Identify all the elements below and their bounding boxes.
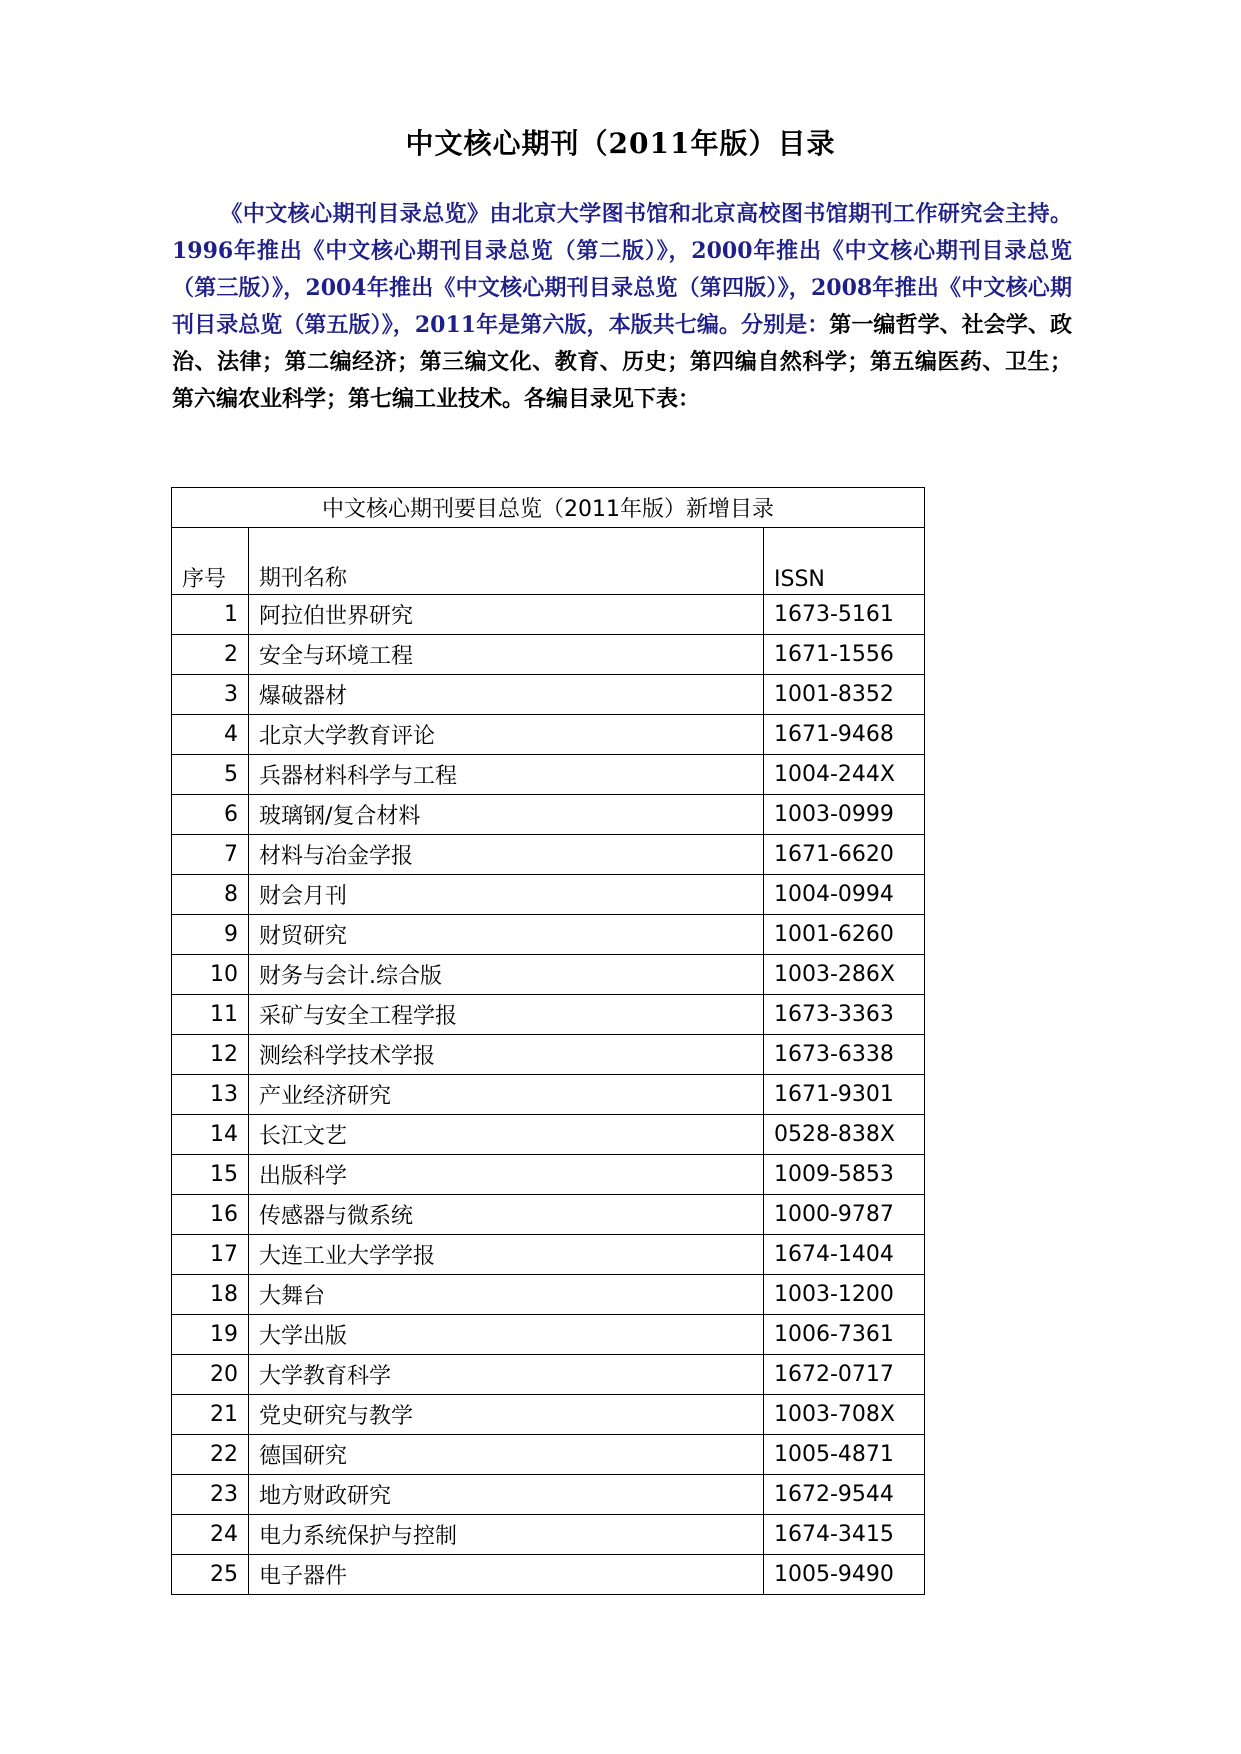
row-no: 6 bbox=[172, 795, 249, 835]
table-row bbox=[172, 755, 925, 795]
row-no: 23 bbox=[172, 1475, 249, 1515]
row-no: 9 bbox=[172, 915, 249, 955]
table-header-row bbox=[172, 528, 925, 595]
row-issn: 1673-3363 bbox=[764, 995, 925, 1035]
intro-paragraph bbox=[172, 196, 1072, 418]
row-name: 大舞台 bbox=[249, 1275, 764, 1315]
row-no: 21 bbox=[172, 1395, 249, 1435]
row-name: 财会月刊 bbox=[249, 875, 764, 915]
row-issn: 1004-244X bbox=[764, 755, 925, 795]
row-name: 兵器材料科学与工程 bbox=[249, 755, 764, 795]
table-row bbox=[172, 635, 925, 675]
row-issn: 1003-1200 bbox=[764, 1275, 925, 1315]
header-no: 序号 bbox=[172, 528, 249, 595]
table-row bbox=[172, 1075, 925, 1115]
row-name: 传感器与微系统 bbox=[249, 1195, 764, 1235]
header-issn: ISSN bbox=[764, 528, 925, 595]
row-name: 产业经济研究 bbox=[249, 1075, 764, 1115]
intro-blue-text: 《中文核心期刊目录总览》由北京大学图书馆和北京高校图书馆期刊工作研究会主持。1996年推出《中文核心期刊目录总览（第二版）》，2000年推出《中文核心期刊目录总览（第三版）》，2004年推出《中文核心期刊目录总览（第四版）》，2008年推出《中文核心期刊目录总览（第五版）》，2011年是第六版，本版共七编。分别是： bbox=[172, 201, 1072, 338]
row-name: 财贸研究 bbox=[249, 915, 764, 955]
table-row bbox=[172, 1315, 925, 1355]
table-row bbox=[172, 1235, 925, 1275]
row-name: 出版科学 bbox=[249, 1155, 764, 1195]
table-row bbox=[172, 1115, 925, 1155]
table-row bbox=[172, 795, 925, 835]
table-row bbox=[172, 1195, 925, 1235]
row-name: 测绘科学技术学报 bbox=[249, 1035, 764, 1075]
row-name: 玻璃钢/复合材料 bbox=[249, 795, 764, 835]
table-row bbox=[172, 1515, 925, 1555]
row-issn: 1672-9544 bbox=[764, 1475, 925, 1515]
row-issn: 1003-0999 bbox=[764, 795, 925, 835]
row-no: 5 bbox=[172, 755, 249, 795]
row-no: 14 bbox=[172, 1115, 249, 1155]
table-row bbox=[172, 1155, 925, 1195]
table-row bbox=[172, 595, 925, 635]
row-issn: 1001-6260 bbox=[764, 915, 925, 955]
document-title: 中文核心期刊（2011年版）目录 bbox=[405, 127, 836, 160]
table-row bbox=[172, 835, 925, 875]
journal-table bbox=[171, 487, 925, 1595]
table-row bbox=[172, 1555, 925, 1595]
row-name: 电力系统保护与控制 bbox=[249, 1515, 764, 1555]
row-issn: 1673-6338 bbox=[764, 1035, 925, 1075]
table-row bbox=[172, 995, 925, 1035]
row-issn: 1003-708X bbox=[764, 1395, 925, 1435]
row-no: 8 bbox=[172, 875, 249, 915]
row-issn: 1671-9468 bbox=[764, 715, 925, 755]
row-no: 22 bbox=[172, 1435, 249, 1475]
row-no: 7 bbox=[172, 835, 249, 875]
row-issn: 1672-0717 bbox=[764, 1355, 925, 1395]
table-caption-row bbox=[172, 488, 925, 528]
row-name: 长江文艺 bbox=[249, 1115, 764, 1155]
row-no: 11 bbox=[172, 995, 249, 1035]
row-name: 爆破器材 bbox=[249, 675, 764, 715]
row-no: 13 bbox=[172, 1075, 249, 1115]
row-no: 4 bbox=[172, 715, 249, 755]
row-no: 3 bbox=[172, 675, 249, 715]
row-issn: 1674-3415 bbox=[764, 1515, 925, 1555]
row-issn: 0528-838X bbox=[764, 1115, 925, 1155]
row-issn: 1000-9787 bbox=[764, 1195, 925, 1235]
row-name: 采矿与安全工程学报 bbox=[249, 995, 764, 1035]
row-name: 党史研究与教学 bbox=[249, 1395, 764, 1435]
table-row bbox=[172, 1355, 925, 1395]
row-issn: 1673-5161 bbox=[764, 595, 925, 635]
table-row bbox=[172, 1475, 925, 1515]
intro-black-text: 第一编哲学、社会学、政治、法律；第二编经济；第三编文化、教育、历史；第四编自然科学；第五编医药、卫生；第六编农业科学；第七编工业技术。各编目录见下表： bbox=[172, 312, 1072, 412]
row-issn: 1004-0994 bbox=[764, 875, 925, 915]
row-issn: 1005-4871 bbox=[764, 1435, 925, 1475]
row-no: 15 bbox=[172, 1155, 249, 1195]
row-name: 德国研究 bbox=[249, 1435, 764, 1475]
table-row bbox=[172, 915, 925, 955]
table-row bbox=[172, 1395, 925, 1435]
header-name: 期刊名称 bbox=[249, 528, 764, 595]
row-issn: 1009-5853 bbox=[764, 1155, 925, 1195]
table-row bbox=[172, 715, 925, 755]
row-issn: 1006-7361 bbox=[764, 1315, 925, 1355]
table-row bbox=[172, 1435, 925, 1475]
row-issn: 1671-6620 bbox=[764, 835, 925, 875]
row-name: 大学教育科学 bbox=[249, 1355, 764, 1395]
row-name: 北京大学教育评论 bbox=[249, 715, 764, 755]
table-row bbox=[172, 955, 925, 995]
row-name: 阿拉伯世界研究 bbox=[249, 595, 764, 635]
row-no: 20 bbox=[172, 1355, 249, 1395]
row-name: 材料与冶金学报 bbox=[249, 835, 764, 875]
row-no: 17 bbox=[172, 1235, 249, 1275]
row-name: 电子器件 bbox=[249, 1555, 764, 1595]
table-caption: 中文核心期刊要目总览（2011年版）新增目录 bbox=[172, 488, 925, 528]
row-name: 地方财政研究 bbox=[249, 1475, 764, 1515]
row-issn: 1671-1556 bbox=[764, 635, 925, 675]
row-no: 24 bbox=[172, 1515, 249, 1555]
row-issn: 1674-1404 bbox=[764, 1235, 925, 1275]
row-no: 19 bbox=[172, 1315, 249, 1355]
row-name: 大连工业大学学报 bbox=[249, 1235, 764, 1275]
table-row bbox=[172, 1275, 925, 1315]
row-issn: 1001-8352 bbox=[764, 675, 925, 715]
row-name: 大学出版 bbox=[249, 1315, 764, 1355]
row-no: 12 bbox=[172, 1035, 249, 1075]
row-name: 财务与会计.综合版 bbox=[249, 955, 764, 995]
row-no: 16 bbox=[172, 1195, 249, 1235]
row-issn: 1671-9301 bbox=[764, 1075, 925, 1115]
row-no: 25 bbox=[172, 1555, 249, 1595]
row-no: 2 bbox=[172, 635, 249, 675]
row-no: 10 bbox=[172, 955, 249, 995]
table-row bbox=[172, 1035, 925, 1075]
row-no: 1 bbox=[172, 595, 249, 635]
row-no: 18 bbox=[172, 1275, 249, 1315]
row-issn: 1003-286X bbox=[764, 955, 925, 995]
row-name: 安全与环境工程 bbox=[249, 635, 764, 675]
table-row bbox=[172, 675, 925, 715]
row-issn: 1005-9490 bbox=[764, 1555, 925, 1595]
table-row bbox=[172, 875, 925, 915]
